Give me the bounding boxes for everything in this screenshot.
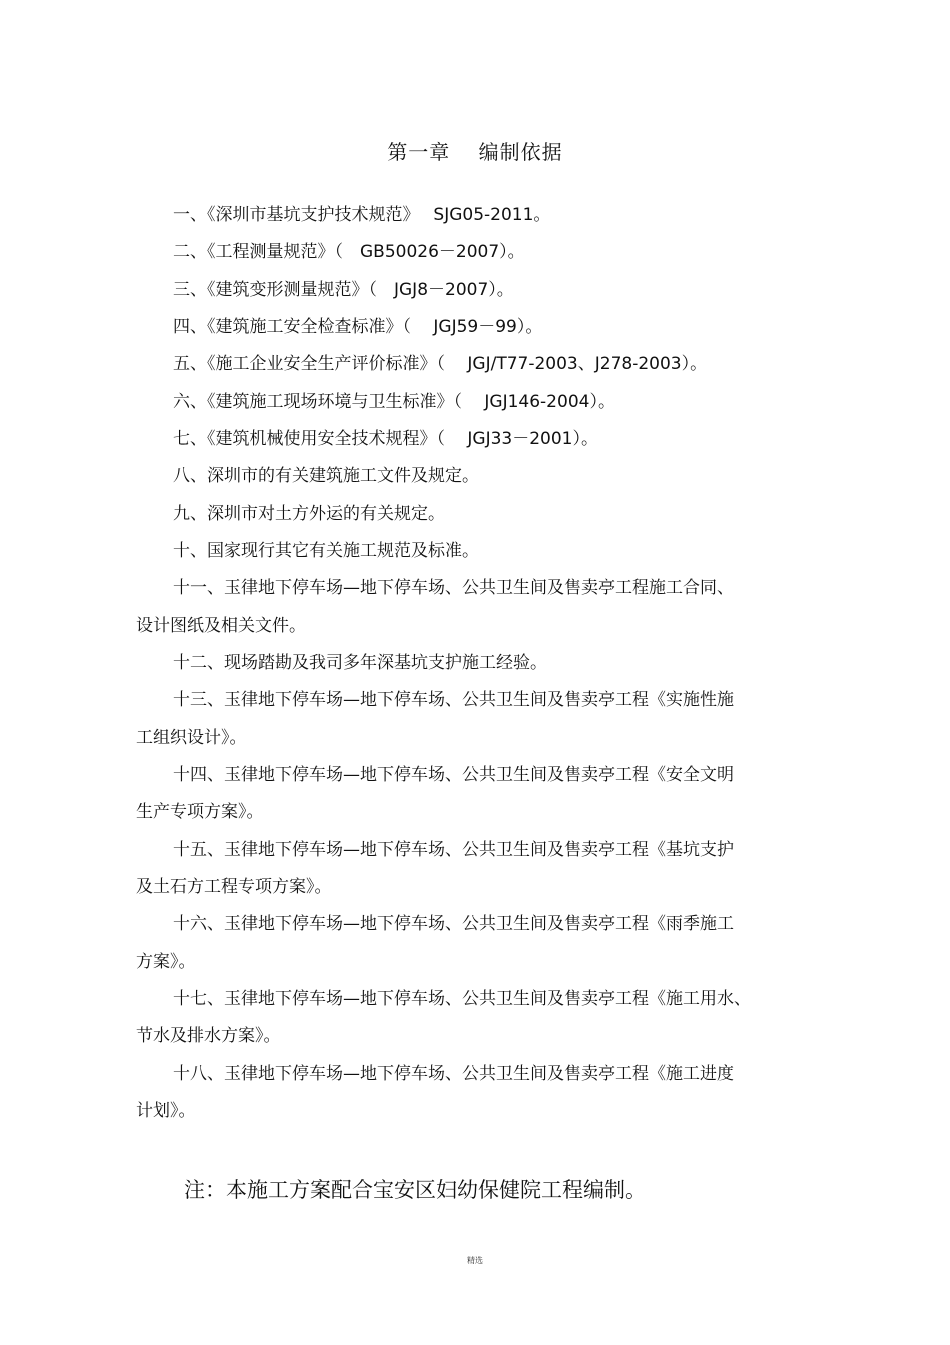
basis-item-12: 十二、现场踏勘及我司多年深基坑支护施工经验。 xyxy=(173,653,547,673)
basis-item-11-line-1: 十一、玉律地下停车场—地下停车场、公共卫生间及售卖亭工程施工合同、 xyxy=(173,578,734,598)
footer-text: 精选 xyxy=(467,1256,483,1265)
basis-item-13-line-2: 工组织设计》。 xyxy=(136,728,247,748)
basis-item-16-line-2: 方案》。 xyxy=(136,952,196,972)
basis-item-1: 一、《深圳市基坑支护技术规范》 SJG05-2011。 xyxy=(173,205,551,225)
basis-item-14-line-2: 生产专项方案》。 xyxy=(136,802,264,822)
basis-item-18-line-1: 十八、玉律地下停车场—地下停车场、公共卫生间及售卖亭工程《施工进度 xyxy=(173,1064,734,1084)
basis-item-11-line-2: 设计图纸及相关文件。 xyxy=(136,616,306,636)
basis-item-16-line-1: 十六、玉律地下停车场—地下停车场、公共卫生间及售卖亭工程《雨季施工 xyxy=(173,914,734,934)
basis-item-15-line-2: 及土石方工程专项方案》。 xyxy=(136,877,332,897)
basis-item-6: 六、《建筑施工现场环境与卫生标准》（ JGJ146-2004）。 xyxy=(173,392,615,412)
basis-item-15-line-1: 十五、玉律地下停车场—地下停车场、公共卫生间及售卖亭工程《基坑支护 xyxy=(173,840,734,860)
basis-item-9: 九、深圳市对土方外运的有关规定。 xyxy=(173,504,445,524)
basis-item-17-line-1: 十七、玉律地下停车场—地下停车场、公共卫生间及售卖亭工程《施工用水、 xyxy=(173,989,751,1009)
basis-item-3: 三、《建筑变形测量规范》（ JGJ8－2007）。 xyxy=(173,280,514,300)
basis-item-13-line-1: 十三、玉律地下停车场—地下停车场、公共卫生间及售卖亭工程《实施性施 xyxy=(173,690,734,710)
basis-item-5: 五、《施工企业安全生产评价标准》（ JGJ/T77-2003、J278-2003）。 xyxy=(173,354,708,374)
basis-item-14-line-1: 十四、玉律地下停车场—地下停车场、公共卫生间及售卖亭工程《安全文明 xyxy=(173,765,734,785)
basis-item-18-line-2: 计划》。 xyxy=(136,1101,196,1121)
basis-item-4: 四、《建筑施工安全检查标准》（ JGJ59－99）。 xyxy=(173,317,543,337)
note-text: 注：本施工方案配合宝安区妇幼保健院工程编制。 xyxy=(184,1178,646,1202)
chapter-title: 第一章 编制依据 xyxy=(387,140,563,164)
basis-item-2: 二、《工程测量规范》（ GB50026－2007）。 xyxy=(173,242,525,262)
basis-item-8: 八、深圳市的有关建筑施工文件及规定。 xyxy=(173,466,479,486)
basis-item-10: 十、国家现行其它有关施工规范及标准。 xyxy=(173,541,479,561)
basis-item-7: 七、《建筑机械使用安全技术规程》（ JGJ33－2001）。 xyxy=(173,429,598,449)
basis-item-17-line-2: 节水及排水方案》。 xyxy=(136,1026,281,1046)
